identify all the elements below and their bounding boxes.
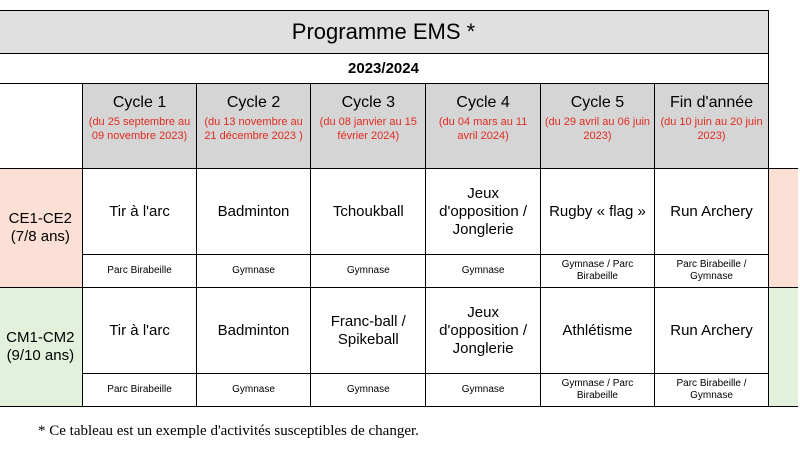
activity-cell: Jeux d'opposition / Jonglerie bbox=[426, 288, 540, 374]
place-row bbox=[0, 374, 798, 407]
level-name: CE1-CE2 bbox=[8, 210, 73, 227]
title-row bbox=[0, 11, 798, 54]
cycle-header bbox=[426, 84, 540, 169]
cycle-label: Cycle 5 bbox=[570, 94, 625, 111]
place-cell: Gymnase / Parc Birabeille bbox=[540, 374, 654, 407]
ems-schedule-table bbox=[0, 10, 798, 407]
cycle-dates: (du 08 janvier au 15 février 2024) bbox=[319, 116, 417, 142]
activity-cell: Tchoukball bbox=[311, 169, 426, 255]
cycle-dates: (du 25 septembre au 09 novembre 2023) bbox=[88, 116, 191, 142]
activity-cell: Franc-ball / Spikeball bbox=[311, 288, 426, 374]
cycle-label: Fin d'année bbox=[669, 94, 754, 111]
cycle-header bbox=[311, 84, 426, 169]
activity-cell: Tir à l'arc bbox=[83, 169, 197, 255]
right-margin bbox=[768, 11, 798, 54]
level-ages: (9/10 ans) bbox=[6, 347, 75, 364]
place-cell: Gymnase bbox=[196, 255, 310, 288]
activity-cell: Rugby « flag » bbox=[540, 169, 654, 255]
place-row bbox=[0, 255, 798, 288]
activity-cell: Jeux d'opposition / Jonglerie bbox=[426, 169, 540, 255]
cycle-header bbox=[196, 84, 310, 169]
footnote: * Ce tableau est un exemple d'activités susceptibles de changer. bbox=[38, 423, 419, 439]
activity-cell: Badminton bbox=[196, 169, 310, 255]
activity-cell: Run Archery bbox=[655, 169, 769, 255]
cycle-header bbox=[83, 84, 197, 169]
activity-cell: Badminton bbox=[196, 288, 310, 374]
activity-cell: Tir à l'arc bbox=[83, 288, 197, 374]
place-cell: Gymnase bbox=[426, 374, 540, 407]
year-row bbox=[0, 54, 798, 84]
right-margin bbox=[768, 84, 798, 169]
level-edge bbox=[768, 288, 798, 407]
cycle-label: Cycle 2 bbox=[226, 94, 281, 111]
activity-cell: Run Archery bbox=[655, 288, 769, 374]
cycle-header bbox=[540, 84, 654, 169]
cycle-dates: (du 13 novembre au 21 décembre 2023 ) bbox=[204, 116, 303, 142]
place-cell: Parc Birabeille / Gymnase bbox=[655, 255, 769, 288]
place-cell: Gymnase bbox=[311, 374, 426, 407]
cycle-label: Cycle 1 bbox=[112, 94, 167, 111]
cycle-header bbox=[655, 84, 769, 169]
cycle-label: Cycle 3 bbox=[341, 94, 395, 111]
place-cell: Parc Birabeille bbox=[83, 255, 197, 288]
level-name: CM1-CM2 bbox=[6, 329, 75, 346]
level-cell bbox=[0, 288, 83, 407]
table-title: Programme EMS * bbox=[0, 11, 768, 54]
cycle-header-row bbox=[0, 84, 798, 169]
level-cell bbox=[0, 169, 83, 288]
level-ages: (7/8 ans) bbox=[10, 228, 70, 245]
level-edge bbox=[768, 169, 798, 288]
place-cell: Gymnase bbox=[311, 255, 426, 288]
cycle-label: Cycle 4 bbox=[456, 94, 510, 111]
place-cell: Gymnase bbox=[426, 255, 540, 288]
header-corner bbox=[0, 84, 83, 169]
place-cell: Parc Birabeille bbox=[83, 374, 197, 407]
right-margin bbox=[768, 54, 798, 84]
activity-cell: Athlétisme bbox=[540, 288, 654, 374]
school-year: 2023/2024 bbox=[0, 54, 768, 84]
place-cell: Gymnase / Parc Birabeille bbox=[540, 255, 654, 288]
cycle-dates: (du 29 avril au 06 juin 2023) bbox=[544, 116, 651, 142]
cycle-dates: (du 10 juin au 20 juin 2023) bbox=[660, 116, 763, 142]
activity-row bbox=[0, 169, 798, 255]
place-cell: Gymnase bbox=[196, 374, 310, 407]
place-cell: Parc Birabeille / Gymnase bbox=[655, 374, 769, 407]
activity-row bbox=[0, 288, 798, 374]
cycle-dates: (du 04 mars au 11 avril 2024) bbox=[438, 116, 528, 142]
